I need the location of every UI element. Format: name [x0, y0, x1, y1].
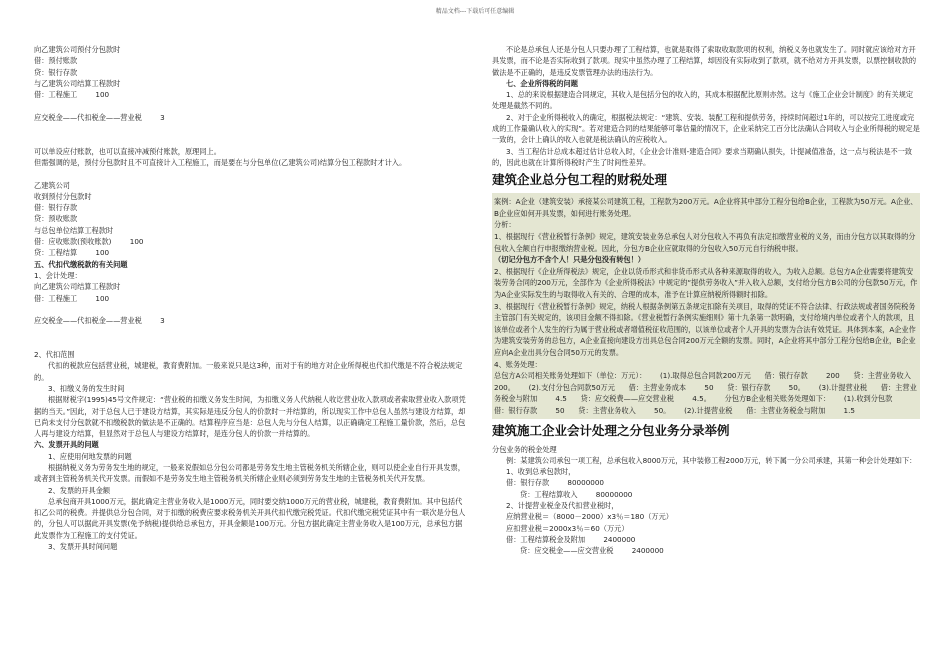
text-line: 分包业务的税金处理 — [492, 444, 557, 454]
blank-line — [34, 338, 466, 349]
section-heading: 六、发票开具的问题 — [34, 440, 99, 450]
text-line: 可以单设应付账款，也可以直接冲减预付账款，原理同上。 — [34, 146, 221, 156]
text-line: 向乙建筑公司结算工程款时 — [34, 282, 121, 292]
paragraph: 但需强调的是，预付分包款时且不可直接计入工程施工，而是要在与分包单位(乙建筑公司)结算分包工程款时才计入。 — [34, 157, 407, 167]
text-line: 贷：银行存款 — [34, 67, 78, 77]
text-line: 3、发票开具时间问题 — [48, 542, 118, 552]
text-line: 贷：预收账款 — [34, 214, 78, 224]
text-line: 借：应收账款(预收账款) 100 — [34, 237, 144, 247]
blank-line — [34, 304, 466, 315]
text-line: 借：预付账款 — [34, 56, 78, 66]
text-line: 应扣营业税＝2000x3％＝60（万元） — [506, 523, 629, 533]
text-line: 应交税金——代扣税金——营业税 3 — [34, 112, 165, 122]
text-line: 借：工程施工 100 — [34, 293, 110, 303]
text-line: 借：银行存款 — [34, 203, 78, 213]
paragraph: 根据财税字(1995)45号文件规定：“营业税的扣缴义务发生时间，为扣缴义务人代纳税人收讫营业收入款项或者索取营业收入款项凭据的当天。”因此，对于总包人已于建设方结算，其实际是违反分包人的价款时一并结算的，所以现实工作中总包人虽然与建设方结算，却已尚未支付分包款就不扣缴税款的做法是不正确的。结算程序应当是：总包人先与分包人结算，以正确确定工程施工量价款，然后，总包人再与建设方结算，但显然对于总包人与建设方结算时，是连分包人的价款一并结算的。 — [34, 395, 466, 439]
section-heading: 五、代扣代缴税款的有关问题 — [34, 259, 128, 269]
text-line: 与乙建筑公司结算工程款时 — [34, 78, 121, 88]
case-text: 分析： — [494, 220, 516, 230]
text-line: 借：工程结算税金及附加 2400000 — [506, 534, 636, 544]
paragraph: 不论是总承包人还是分包人只要办理了工程结算，也就是取得了索取收取款项的权利，纳税义务也就发生了。同时就应该给对方开具发票，而不论是否实际收到了款项。现实中虽然办理了工程结算，却因没有实际收到了款项，就不给对方开具发票，以票控制收款的做法是不正确的，是违反发票管理办法的违法行为。 — [492, 45, 917, 77]
right-column — [492, 44, 930, 557]
left-column — [34, 44, 466, 552]
text-line: 2、计提营业税金及代扣营业税时， — [506, 501, 619, 511]
paragraph: 1、总的来说根据建造合同规定，其收入是包括分包的收入的，其成本根据配比原则亦然。这与《施工企业会计制度》的有关规定处理是截然不同的。 — [492, 90, 914, 111]
text-line: 贷：应交税金——应交营业税 2400000 — [520, 546, 664, 556]
case-text: 4、账务处理： — [494, 359, 542, 369]
text-line: 2、代扣范围 — [34, 350, 75, 360]
blank-line — [34, 123, 466, 134]
blank-line — [34, 326, 466, 337]
blank-line — [34, 134, 466, 145]
text-line: 向乙建筑公司预付分包款时 — [34, 45, 121, 54]
text-line: 借：工程施工 100 — [34, 90, 110, 100]
article-title: 建筑企业总分包工程的财税处理 — [492, 172, 668, 188]
text-line: 与总包单位结算工程款时 — [34, 225, 114, 235]
text-line: 应交税金——代扣税金——营业税 3 — [34, 316, 165, 326]
case-study-box — [492, 193, 930, 418]
text-line: 借：银行存款 80000000 — [506, 478, 604, 488]
paragraph: 代扣的税款应包括营业税，城建税，教育费附加。一般来说只是这3种，而对于有的地方对企业所得税也代扣代缴是不符合税法规定的。 — [34, 361, 463, 382]
text-line: 1、收到总承包款时， — [506, 467, 576, 477]
page-header: 精品文档---下载后可任意编辑 — [435, 8, 515, 15]
text-line: 贷：工程结算 100 — [34, 248, 110, 258]
blank-line — [34, 100, 466, 111]
text-line: 1、会计处理： — [34, 270, 82, 280]
paragraph: 3、当工程估计总成本超过估计总收入时，《企业会计准则-建造合同》要求当期确认损失，计提减值准备，这一点与税法是不一致的，因此也就在计算所得税时产生了时间性差异。 — [492, 146, 913, 167]
paragraph: 根据纳税义务为劳务发生地的规定，一般来说假如总分包公司都是劳务发生地主管税务机关所辖企业，则可以使企业自行开具发票，或者到主管税务机关代开发票。而假如不是劳务发生地主管税务机关所辖企业则必须到劳务发生地的主管税务机关代开发票。 — [34, 462, 465, 484]
case-text: 2、根据现行《企业所得税法》规定，企业以货币形式和非货币形式从各种来源取得的收入，为收入总额。总包方A企业需要将建筑安装劳务合同的200万元，全部作为《企业所得税法》中规定的“提供劳务收入”并入收入总额，支付给分包方B公司的分包款50万元，作为A企业实际发生的与取得收入有关的、合理的成本，准予在计算应纳税所得额时扣除。 — [494, 266, 918, 300]
case-text: 3、根据现行《营业税暂行条例》规定，纳税人根据条例第五条规定扣除有关项目，取得的凭证不符合法律、行政法规或者国务院税务主管部门有关规定的，该项目金额不得扣除。《营业税暂行条例实施细则》第十九条第一款明确，支付给境内单位或者个人的款项，且该单位或者个人发生的行为属于营业税或者增值税征收范围的，以该单位或者个人开具的发票为合法有效凭证。具体到本案，A企业作为建筑安装劳务的总包方，A企业直接向建设方出具总包合同200万元全额的发票。同时，A企业将其中部分工程分包给B企业，B企业应向A企业出具分包合同50万元的发票。 — [494, 301, 916, 357]
case-text: 案例：A企业（建筑安装）承接某公司建筑工程，工程款为200万元。A企业将其中部分工程分包给B企业，工程款为50万元。A企业、B企业应如何开具发票，如何进行账务处理。 — [494, 197, 918, 218]
text-line: 贷：工程结算收入 80000000 — [520, 489, 633, 499]
section-heading: 七、企业所得税的问题 — [506, 78, 578, 88]
paragraph: 总承包商开具1000万元，据此确定主营业务收入是1000万元，同时要交纳1000万元的营业税，城建税，教育费附加。其中包括代扣乙公司的税费。并提供总分包合同，对于扣缴的税费应要求税务机关开具代扣代缴完税凭证。代扣代缴完税凭证其中有一联次是分包人的，分包人可以据此开具发票(免予纳税)提供给总承包方，开具金额是100万元。分包方据此确定主营业务收入是100万元，总承包方据此发票作为工程施工的支付凭证。 — [34, 496, 466, 540]
text-line: 1、应使用何地发票的问题 — [48, 451, 132, 461]
text-line: 乙建筑公司 — [34, 180, 70, 190]
text-line: 2、发票的开具金额 — [48, 485, 111, 495]
paragraph: 例：某建筑公司承包一项工程，总承包收入8000万元，其中装修工程2000万元，转下属一分公司承建，其第一种会计处理如下： — [506, 455, 917, 465]
text-line: 3、扣缴义务的发生时间 — [48, 383, 125, 393]
case-text: 总包方A公司相关账务处理如下（单位：万元）： (1).取得总包合同款200万元 借：银行存款 200 贷：主营业务收入 200。 (2).支付分包合同款50万元 借：主营业务成本 50 贷：银行存款 50。 (3).计提营业税 借：主营业务税金与附加 4.5 贷：应交税费——应交营业税 4.5。 分包方B企业相关账务处理如下： (1).收到分包款 借：银行存款 50 贷：主营业务收入 50。 (2).计提营业税 借：主营业务税金与附加 1.5 — [494, 371, 930, 415]
text-line: 应纳营业税＝（8000－2000）x3％＝180（万元） — [506, 512, 673, 522]
case-text: 1、根据现行《营业税暂行条例》规定，建筑安装业务总承包人对分包收入不再负有法定扣缴营业税的义务，而由分包方以其取得的分包收入全额自行申报缴纳营业税。因此，分包方B企业应就取得的分包收入50万元自行纳税申报。 — [494, 232, 916, 253]
case-note: （切记分包方不含个人！只是分包没有转包！） — [494, 255, 645, 265]
paragraph: 2、对于企业所得税收入的确定，根据税法规定：“建筑、安装、装配工程和提供劳务，持续时间超过1年的，可以按完工进度或完成的工作量确认收入的实现”。若对建造合同的结果能够可靠估量的情况下，企业采纳完工百分比法确认合同收入与企业所得税的规定是一致的，会计上确认的收入也就是税法确认的应税收入。 — [492, 112, 920, 145]
blank-line — [34, 168, 466, 179]
article-title: 建筑施工企业会计处理之分包业务分录举例 — [492, 422, 730, 438]
text-line: 收到预付分包款时 — [34, 191, 92, 201]
